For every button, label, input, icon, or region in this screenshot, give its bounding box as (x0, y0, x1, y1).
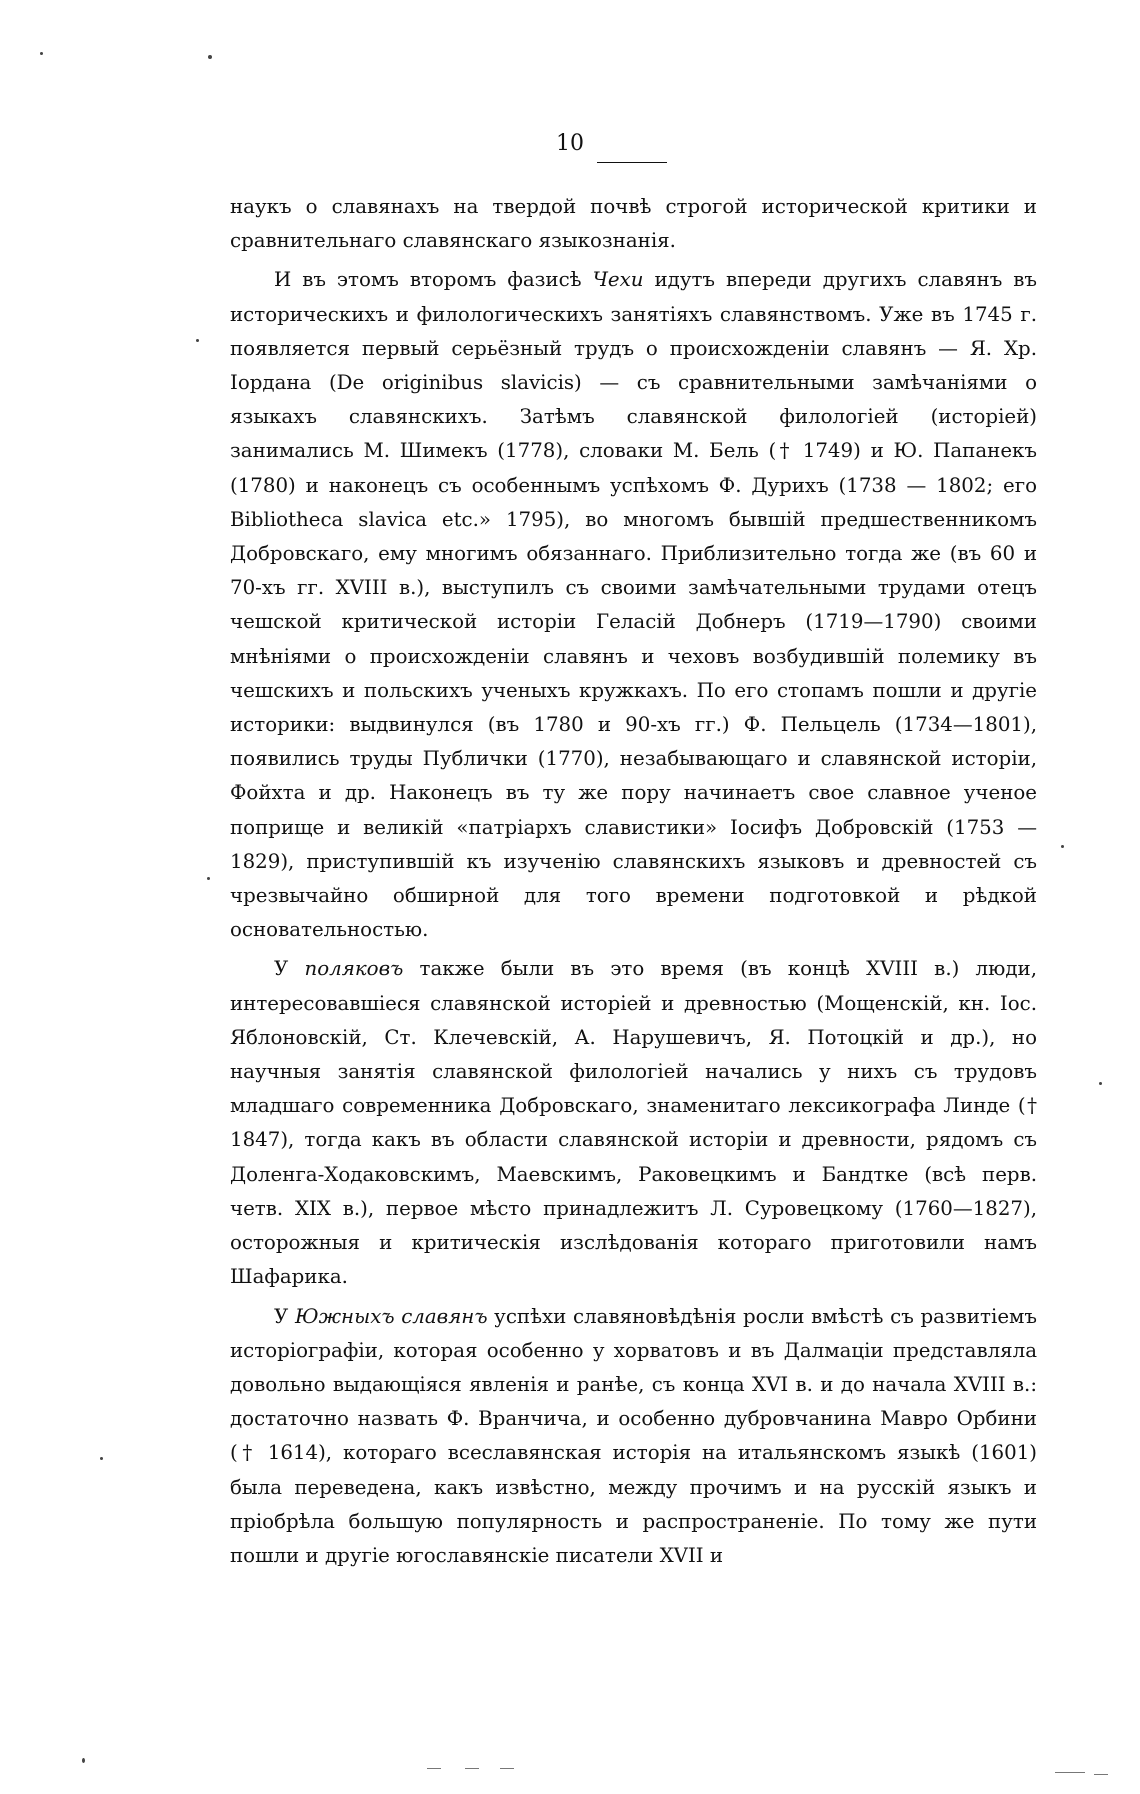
scan-speck (100, 1457, 103, 1460)
paragraph-1 (230, 190, 1037, 258)
paragraph-4 (230, 1300, 1037, 1574)
scan-mark (427, 1768, 441, 1769)
paragraph-2-text: идутъ впереди другихъ славянъ въ историческихъ и филологическихъ занятіяхъ славянствомъ. Уже въ 1745 г. появляется первый серьёзный трудъ о происхожденіи славянъ — Я. Хр. Іордана (De originibus slavicis) — съ сравнительными замѣчаніями о языкахъ славянскихъ. Затѣмъ славянской филологіей (исторіей) занимались М. Шимекъ (1778), словаки М. Бель († 1749) и Ю. Папанекъ (1780) и наконецъ съ особеннымъ успѣхомъ Ф. Дурихъ (1738 — 1802; его Bibliotheca slavica etc.» 1795), во многомъ бывшій предшественникомъ Добровскаго, ему многимъ обязаннаго. Приблизительно тогда же (въ 60 и 70-хъ гг. XVIII в.), выступилъ съ своими замѣчательными трудами отецъ чешской критической исторіи Геласій Добнеръ (1719—1790) своими мнѣніями о происхожденіи славянъ и чеховъ возбудившій полемику въ чешскихъ и польскихъ ученыхъ кружкахъ. По его стопамъ пошли и другіе историки: выдвинулся (въ 1780 и 90-хъ гг.) Ф. Пельцель (1734—1801), появились труды Публички (1770), незабывающаго и славянской исторіи, Фойхта и др. Наконецъ въ ту же пору начинаетъ свое славное ученое поприще и великій «патріархъ славистики» Іосифъ Добровскій (1753 — 1829), приступившій къ изученію славянскихъ языковъ и древностей съ чрезвычайно обширной для того времени подготовкой и рѣдкой основательностью. (230, 268, 1037, 942)
paragraph-3-emphasis: поляковъ (304, 957, 404, 981)
paragraph-2-lead: И въ этомъ второмъ фазисѣ (274, 268, 593, 292)
scan-mark (1094, 1774, 1108, 1775)
scan-speck (40, 52, 43, 55)
paragraph-3-lead: У (274, 957, 305, 981)
page-number: 10 (556, 131, 584, 156)
paragraph-3 (230, 952, 1037, 1294)
paragraph-2-emphasis: Чехи (592, 268, 644, 292)
paragraph-4-text: успѣхи славяновѣдѣнія росли вмѣстѣ съ развитіемъ исторіографіи, которая особенно у хорватовъ и въ Далмаціи представляла довольно выдающіяся явленія и ранѣе, съ конца XVI в. и до начала XVIII в.: достаточно назвать Ф. Вранчича, и особенно дубровчанина Мавро Орбини († 1614), котораго всеславянская исторія на итальянскомъ языкѣ (1601) была переведена, какъ извѣстно, между прочимъ и на русскій языкъ и пріобрѣла большую популярность и распространеніе. По тому же пути пошли и другіе югославянскіе писатели XVII и (230, 1304, 1037, 1567)
scan-mark (465, 1768, 479, 1769)
paragraph-3-text: также были въ это время (въ концѣ XVIII в.) люди, интересовавшіеся славянской исторіей и древностью (Мощенскій, кн. Іос. Яблоновскій, Ст. Клечевскій, А. Нарушевичъ, Я. Потоцкій и др.), но научныя занятія славянской филологіей начались у нихъ съ трудовъ младшаго современника Добровскаго, знаменитаго лексикографа Линде († 1847), тогда какъ въ области славянской исторіи и древности, рядомъ съ Доленга-Ходаковскимъ, Маевскимъ, Раковецкимъ и Бандтке (всѣ перв. четв. XIX в.), первое мѣсто принадлежитъ Л. Суровецкому (1760—1827), осторожныя и критическія изслѣдованія котораго приготовили намъ Шафарика. (230, 957, 1037, 1289)
scan-speck (82, 1758, 85, 1763)
body-text (230, 190, 1037, 1578)
scan-speck (196, 339, 199, 342)
paragraph-4-lead: У (274, 1304, 295, 1328)
scan-speck (208, 55, 212, 59)
scan-speck (1061, 845, 1064, 848)
paragraph-4-emphasis: Южныхъ славянъ (294, 1304, 488, 1328)
page-number-rule (597, 162, 667, 163)
scan-mark (500, 1768, 514, 1769)
paragraph-2 (230, 263, 1037, 947)
scan-mark (1055, 1772, 1085, 1773)
scan-speck (207, 877, 210, 880)
scan-speck (1099, 1082, 1102, 1085)
paragraph-1-text: наукъ о славянахъ на твердой почвѣ строгой исторической критики и сравнительнаго славянскаго языкознанія. (230, 195, 1037, 253)
